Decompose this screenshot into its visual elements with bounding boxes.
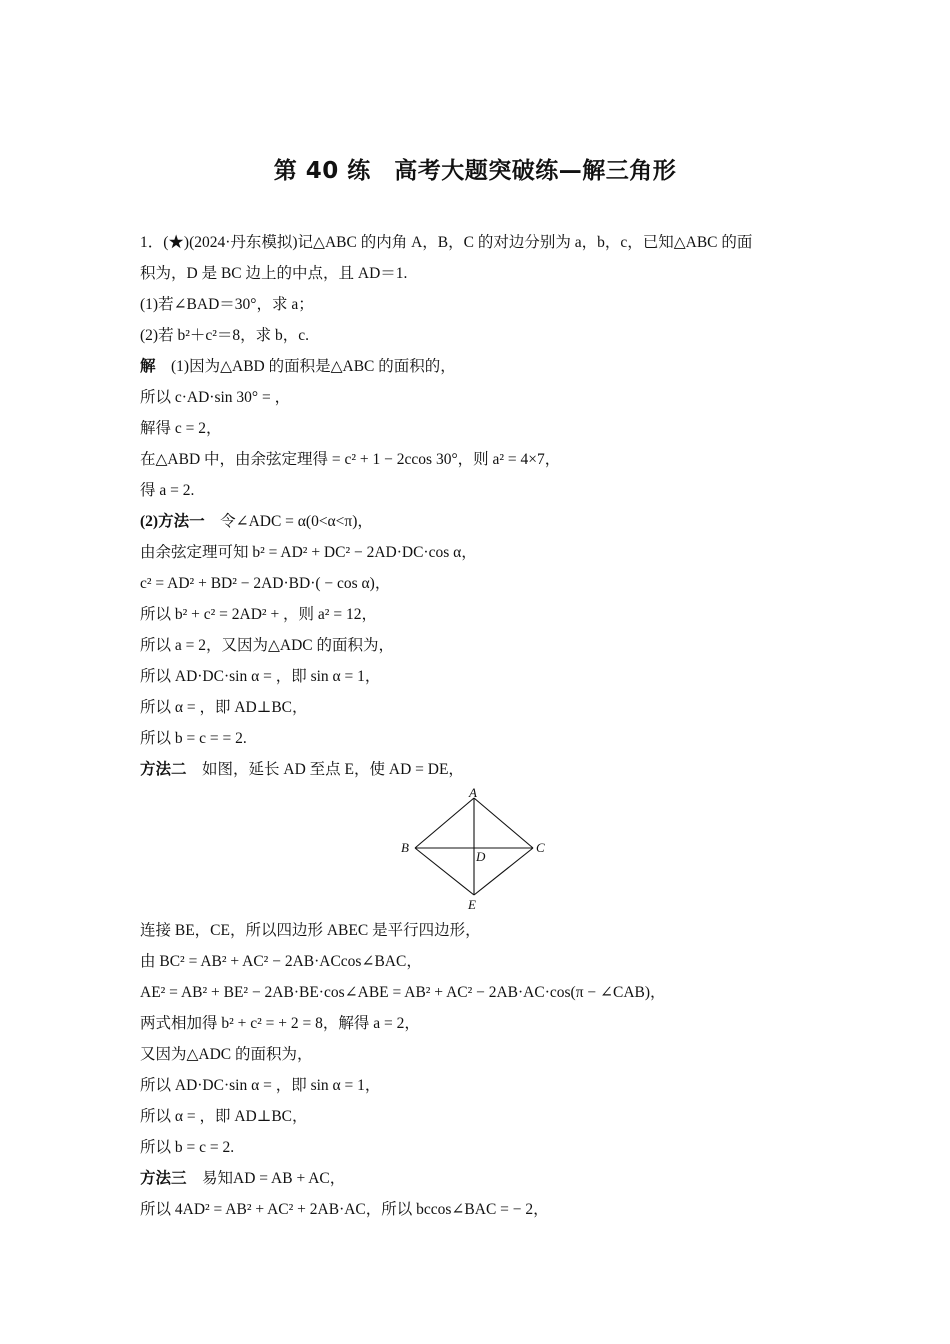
solution-line: 所以 c·AD·sin 30° = ， bbox=[140, 389, 291, 406]
vertex-label-b: B bbox=[401, 840, 409, 855]
method-one-line bbox=[140, 506, 820, 537]
point-label-e: E bbox=[468, 897, 476, 911]
solution-line: 由 BC² = AB² + AC² − 2AB·ACcos∠BAC， bbox=[140, 953, 422, 970]
solution-line: 所以 b² + c² = 2AD² + ，则 a² = 12， bbox=[140, 606, 377, 623]
parallelogram-diagram bbox=[398, 787, 558, 911]
method-three-line bbox=[140, 1163, 820, 1194]
solution-line: 所以 α = ，即 AD⊥BC， bbox=[140, 699, 308, 716]
solution-line: 所以 4AD² = AB² + AC² + 2AB·AC，所以 bccos∠BAC = − 2， bbox=[140, 1201, 549, 1218]
solution-line: 所以 AD·DC·sin α = ，即 sin α = 1， bbox=[140, 668, 381, 685]
vertex-label-c: C bbox=[536, 840, 545, 855]
solution-line: 所以 b = c = 2. bbox=[140, 1139, 235, 1156]
problem-content bbox=[140, 228, 820, 1225]
question-part-1: (1)若∠BAD＝30°，求 a； bbox=[140, 296, 314, 313]
solution-line: 连接 BE，CE，所以四边形 ABEC 是平行四边形， bbox=[140, 922, 481, 939]
method-one-text: 令∠ADC = α(0<α<π)， bbox=[204, 513, 373, 530]
method-two-line bbox=[140, 754, 820, 785]
method-one-label: (2)方法一 bbox=[140, 513, 205, 530]
solution-line: 得 a = 2. bbox=[140, 482, 195, 499]
solution-line: 由余弦定理可知 b² = AD² + DC² − 2AD·DC·cos α， bbox=[140, 544, 477, 561]
problem-statement-line: 1．(★)(2024·丹东模拟)记△ABC 的内角 A，B，C 的对边分别为 a，b，c，已知△ABC 的面 bbox=[140, 234, 753, 251]
page-title: 第 40 练 高考大题突破练—解三角形 bbox=[273, 158, 677, 184]
solution-line: c² = AD² + BD² − 2AD·BD·( − cos α)， bbox=[140, 575, 391, 592]
solution-line: 所以 b = c = = 2. bbox=[140, 730, 247, 747]
solution-line: 所以 a = 2，又因为△ADC 的面积为， bbox=[140, 637, 395, 654]
point-label-d: D bbox=[476, 849, 486, 864]
solution-line: 解得 c = 2， bbox=[140, 420, 222, 437]
edge-ab bbox=[415, 798, 474, 848]
solution-line: 所以 α = ，即 AD⊥BC， bbox=[140, 1108, 308, 1125]
vertex-label-a: A bbox=[469, 787, 477, 800]
solution-line: 所以 AD·DC·sin α = ，即 sin α = 1， bbox=[140, 1077, 381, 1094]
parallelogram-figure bbox=[140, 787, 820, 911]
method-two-label: 方法二 bbox=[140, 761, 187, 778]
method-three-label: 方法三 bbox=[140, 1170, 187, 1187]
solution-line: AE² = AB² + BE² − 2AB·BE·cos∠ABE = AB² + AC² − 2AB·AC·cos(π − ∠CAB)， bbox=[140, 984, 666, 1001]
problem-statement-line: 积为，D 是 BC 边上的中点，且 AD＝1. bbox=[140, 265, 408, 282]
solution-line: 在△ABD 中，由余弦定理得 = c² + 1 − 2ccos 30°，则 a² = 4×7， bbox=[140, 451, 561, 468]
question-part-2: (2)若 b²＋c²＝8，求 b，c. bbox=[140, 327, 310, 344]
solution-line: 两式相加得 b² + c² = + 2 = 8，解得 a = 2， bbox=[140, 1015, 420, 1032]
solution-line: 又因为△ADC 的面积为， bbox=[140, 1046, 313, 1063]
edge-ac bbox=[474, 798, 533, 848]
method-three-text: 易知AD = AB + AC， bbox=[186, 1170, 346, 1187]
edge-be bbox=[415, 848, 474, 895]
solution-label: 解 bbox=[140, 358, 156, 375]
solution-line bbox=[140, 351, 820, 382]
solution-text: (1)因为△ABD 的面积是△ABC 的面积的， bbox=[155, 358, 456, 375]
method-two-text: 如图，延长 AD 至点 E，使 AD = DE， bbox=[186, 761, 464, 778]
